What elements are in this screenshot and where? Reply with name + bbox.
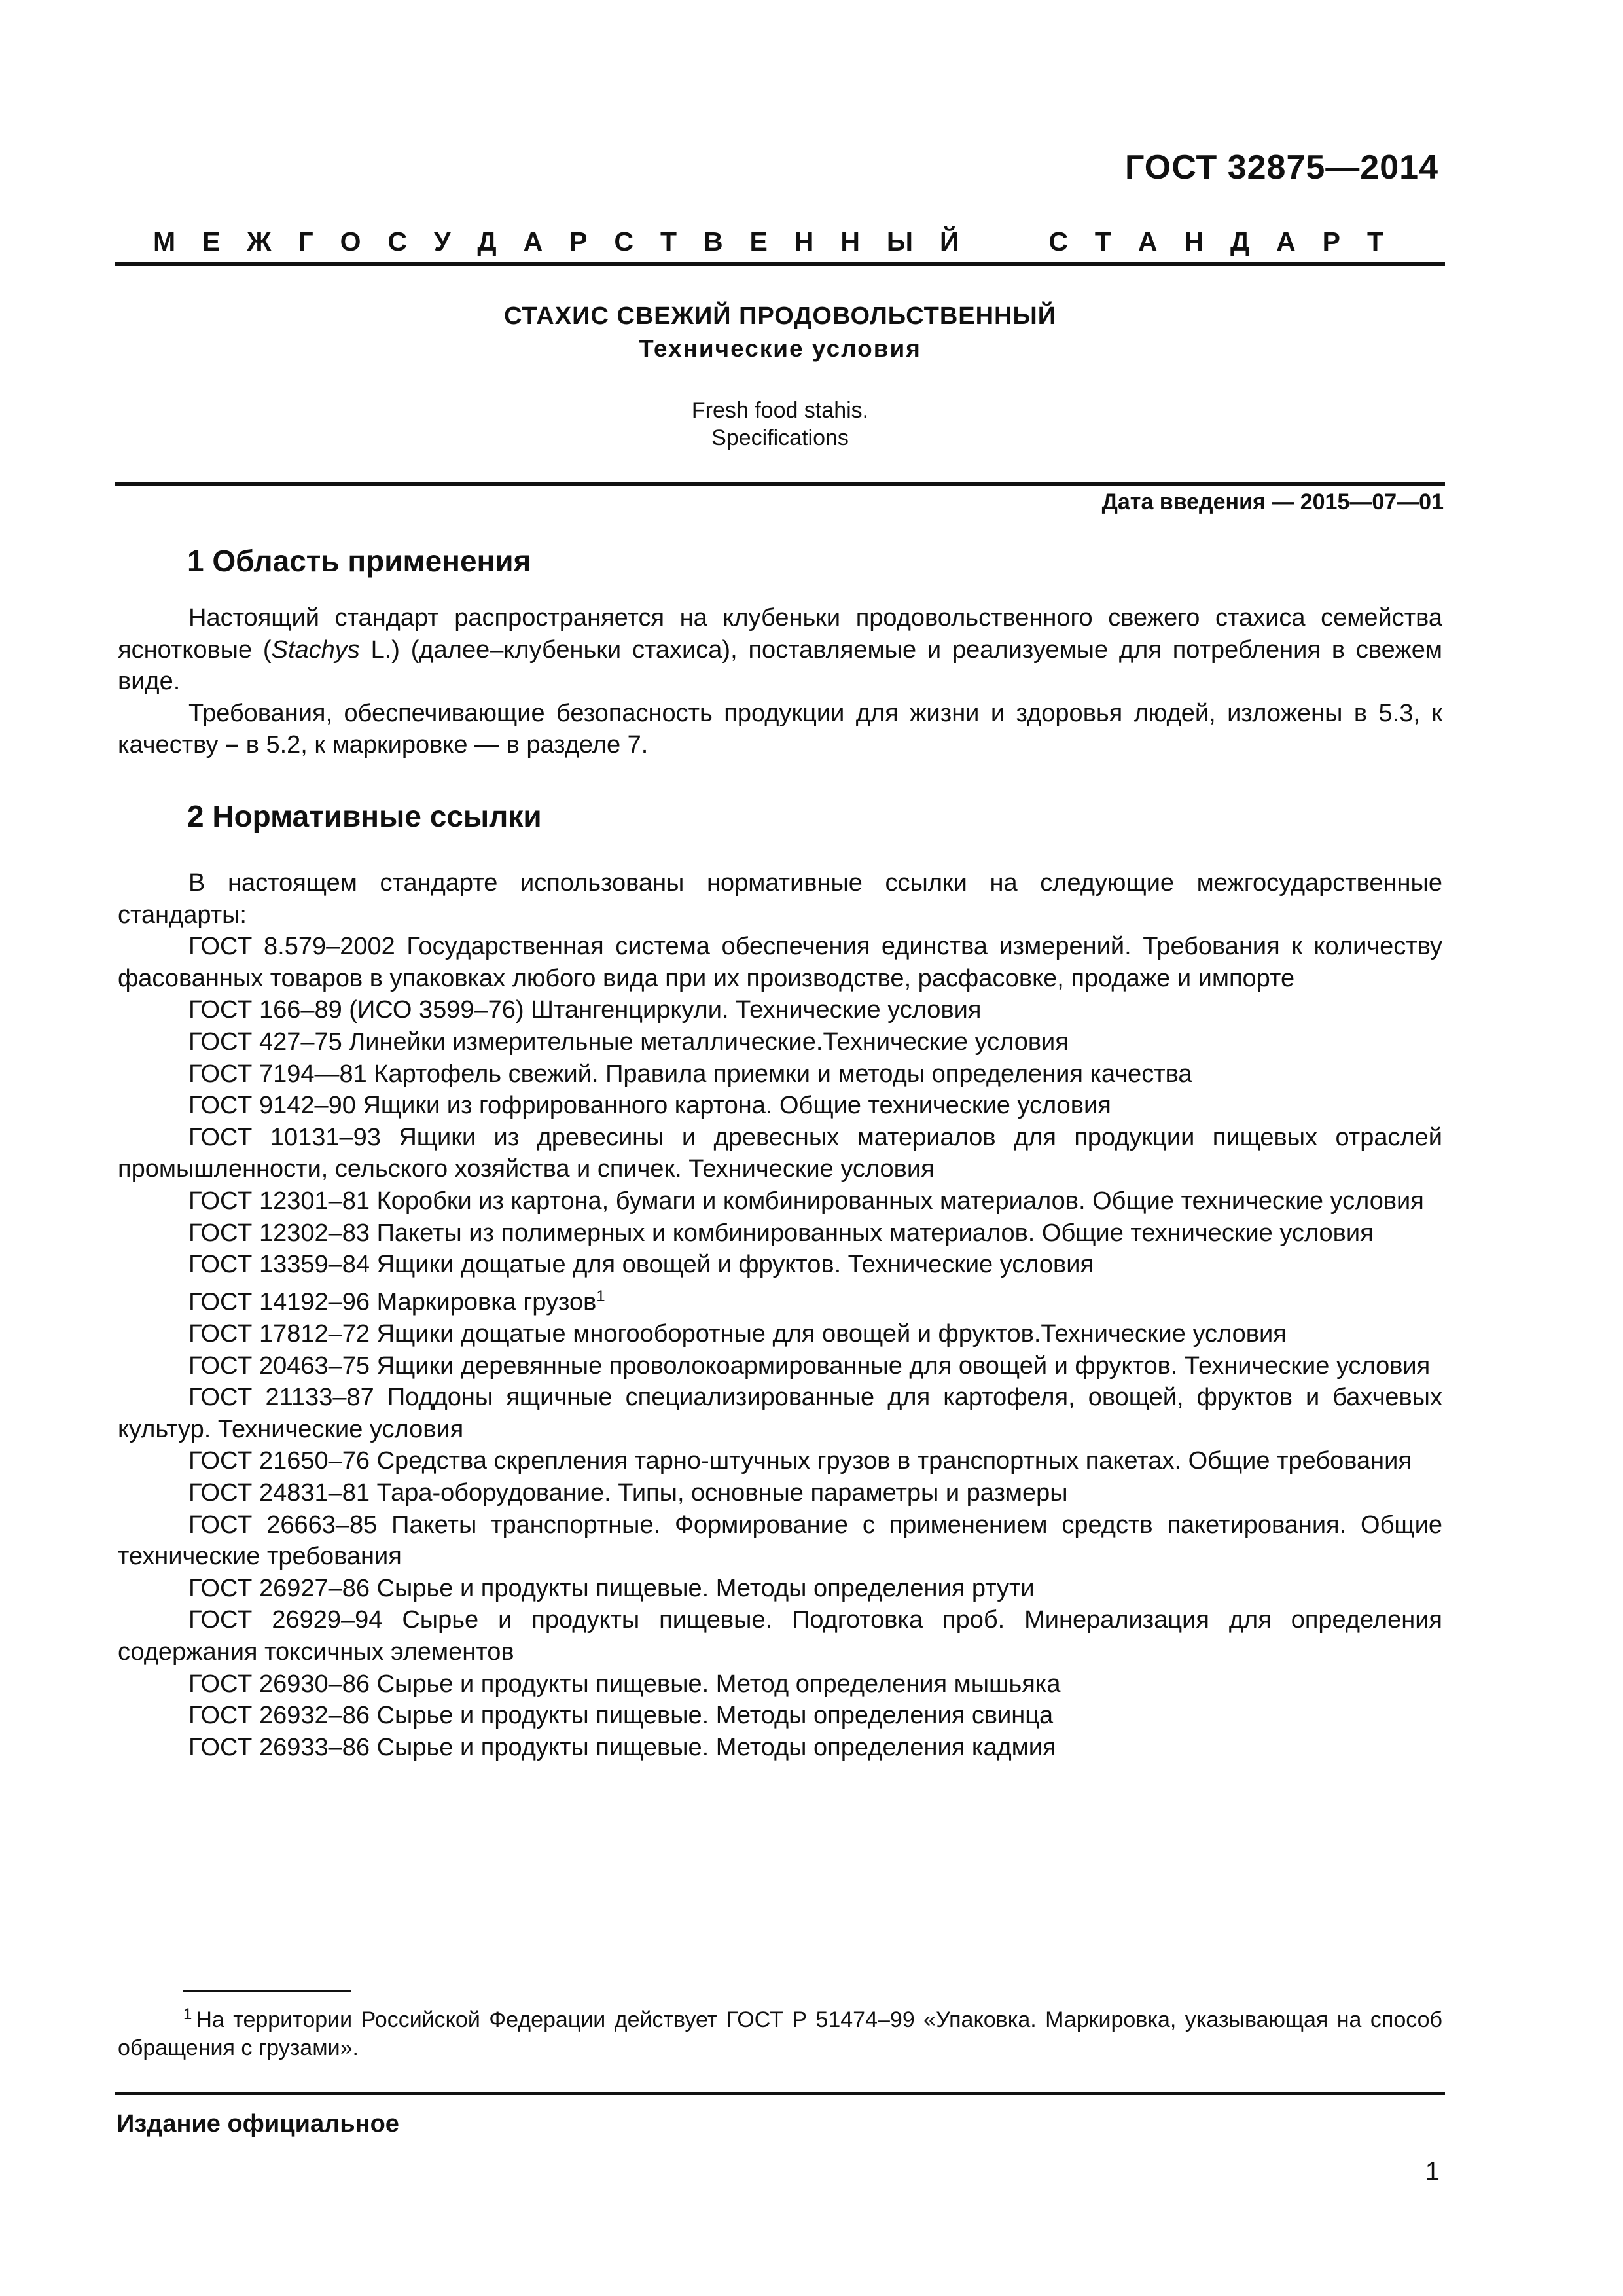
banner-letter: М (153, 226, 176, 257)
reference-item (118, 1281, 1442, 1318)
page-number: 1 (1425, 2157, 1440, 2186)
banner-letter: Т (660, 226, 677, 257)
reference-item: ГОСТ 17812–72 Ящики дощатые многооборотные для овощей и фруктов.Технические условия (188, 1319, 1287, 1348)
header-divider (115, 262, 1445, 266)
reference-item: ГОСТ 427–75 Линейки измерительные металлические.Технические условия (188, 1028, 1069, 1056)
banner-letter: Д (1230, 226, 1250, 257)
reference-item: ГОСТ 13359–84 Ящики дощатые для овощей и фруктов. Технические условия (188, 1251, 1094, 1279)
reference-item: ГОСТ 10131–93 Ящики из древесины и древесных материалов для продукции пищевых отраслей промышленности, сельского хозяйства и спичек. Технические условия (118, 1123, 1442, 1183)
document-subtitle: Технические условия (639, 335, 921, 362)
footnote-text: На территории Российской Федерации действует ГОСТ Р 51474–99 «Упаковка. Маркировка, указывающая на способ обращения с грузами». (118, 2007, 1442, 2061)
reference-item: ГОСТ 26927–86 Сырье и продукты пищевые. Методы определения ртути (188, 1574, 1035, 1602)
reference-item: ГОСТ 26930–86 Сырье и продукты пищевые. Метод определения мышьяка (188, 1670, 1061, 1698)
banner-letter: Е (202, 226, 221, 257)
footnote-number: 1 (183, 2005, 192, 2023)
paragraph-text: L.) (далее–клубеньки стахиса), поставляемые и реализуемые для потребления в свежем виде. (118, 636, 1443, 696)
banner-word-gap (986, 226, 1022, 257)
paragraph: В настоящем стандарте использованы нормативные ссылки на следующие межгосударственные стандарты: (118, 869, 1442, 929)
reference-item: ГОСТ 20463–75 Ящики деревянные проволокоармированные для овощей и фруктов. Технические условия (188, 1352, 1431, 1380)
banner-letter: А (523, 226, 543, 257)
footnote-marker[interactable]: 1 (596, 1287, 605, 1305)
reference-item: ГОСТ 21133–87 Поддоны ящичные специализированные для картофеля, овощей, фруктов и бахчевых культур. Технические условия (118, 1384, 1442, 1443)
latin-name: Stachys (271, 636, 360, 664)
banner-letter: С (614, 226, 634, 257)
banner-letter: Н (794, 226, 814, 257)
banner-letter: В (703, 226, 723, 257)
document-title-english: Fresh food stahis. (691, 398, 869, 423)
document-title: СТАХИС СВЕЖИЙ ПРОДОВОЛЬСТВЕННЫЙ (503, 302, 1057, 330)
bold-dash: – (225, 731, 240, 759)
paragraph-text: Настоящий стандарт распространяется на клубеньки продовольственного свежего стахиса семейства яснотковые ( (118, 604, 1442, 664)
banner-letter: С (387, 226, 408, 257)
banner-letter: Н (840, 226, 860, 257)
banner-letter: Р (1322, 226, 1340, 257)
banner-letter: Т (1094, 226, 1111, 257)
section-heading: 1 Область применения (187, 544, 531, 578)
document-code: ГОСТ 32875—2014 (1125, 149, 1438, 187)
reference-item: ГОСТ 26933–86 Сырье и продукты пищевые. Методы определения кадмия (188, 1733, 1056, 1761)
footer-divider (115, 2092, 1445, 2095)
banner-letter: О (340, 226, 361, 257)
paragraph-text: Требования, обеспечивающие безопасность продукции для жизни и здоровья людей, изложены в 5.3, к качеству (118, 699, 1442, 759)
document-subtitle-english: Specifications (711, 425, 849, 450)
banner-letter: Г (298, 226, 313, 257)
reference-text: ГОСТ 14192–96 Маркировка грузов (188, 1288, 597, 1316)
section-body (118, 602, 1442, 761)
banner-letter: Е (749, 226, 768, 257)
banner-letter: А (1137, 226, 1158, 257)
reference-item: ГОСТ 166–89 (ИСО 3599–76) Штангенциркули. Технические условия (188, 996, 982, 1024)
banner-letter: Д (477, 226, 497, 257)
banner-letter: А (1276, 226, 1296, 257)
reference-item: ГОСТ 26932–86 Сырье и продукты пищевые. Методы определения свинца (188, 1702, 1054, 1730)
reference-item: ГОСТ 24831–81 Тара-оборудование. Типы, основные параметры и размеры (188, 1479, 1068, 1507)
footnote-divider (183, 1990, 351, 1992)
section-heading: 2 Нормативные ссылки (187, 799, 542, 833)
reference-item: ГОСТ 12302–83 Пакеты из полимерных и комбинированных материалов. Общие технические условия (188, 1219, 1374, 1247)
reference-item: ГОСТ 21650–76 Средства скрепления тарно-штучных грузов в транспортных пакетах. Общие требования (188, 1447, 1412, 1475)
edition-label: Издание официальное (116, 2110, 399, 2138)
section-body (118, 867, 1442, 1763)
reference-item: ГОСТ 26663–85 Пакеты транспортные. Формирование с применением средств пакетирования. Общие технические требования (118, 1511, 1442, 1571)
reference-item: ГОСТ 7194—81 Картофель свежий. Правила приемки и методы определения качества (188, 1060, 1192, 1088)
paragraph (118, 698, 1442, 761)
banner-letter: Н (1184, 226, 1204, 257)
banner-letter: Й (939, 226, 959, 257)
banner-letter: Ы (886, 226, 914, 257)
banner-letter: С (1048, 226, 1068, 257)
paragraph-text: в 5.2, к маркировке — в разделе 7. (239, 731, 649, 759)
standard-type-banner (153, 226, 1383, 257)
reference-item: ГОСТ 8.579–2002 Государственная система обеспечения единства измерений. Требования к количеству фасованных товаров в упаковках любого вида при их производстве, расфасовке, продаже и импорте (118, 933, 1442, 992)
reference-item: ГОСТ 26929–94 Сырье и продукты пищевые. Подготовка проб. Минерализация для определения содержания токсичных элементов (118, 1606, 1442, 1666)
reference-item: ГОСТ 12301–81 Коробки из картона, бумаги и комбинированных материалов. Общие технические условия (188, 1187, 1424, 1215)
paragraph (118, 602, 1442, 698)
banner-letter: У (433, 226, 451, 257)
footnote (118, 2000, 1442, 2062)
banner-letter: Ж (247, 226, 272, 257)
reference-item: ГОСТ 9142–90 Ящики из гофрированного картона. Общие технические условия (188, 1092, 1111, 1120)
introduction-date: Дата введения — 2015—07—01 (1101, 490, 1444, 514)
title-divider (115, 482, 1445, 486)
banner-letter: Р (569, 226, 588, 257)
banner-letter: Т (1366, 226, 1383, 257)
